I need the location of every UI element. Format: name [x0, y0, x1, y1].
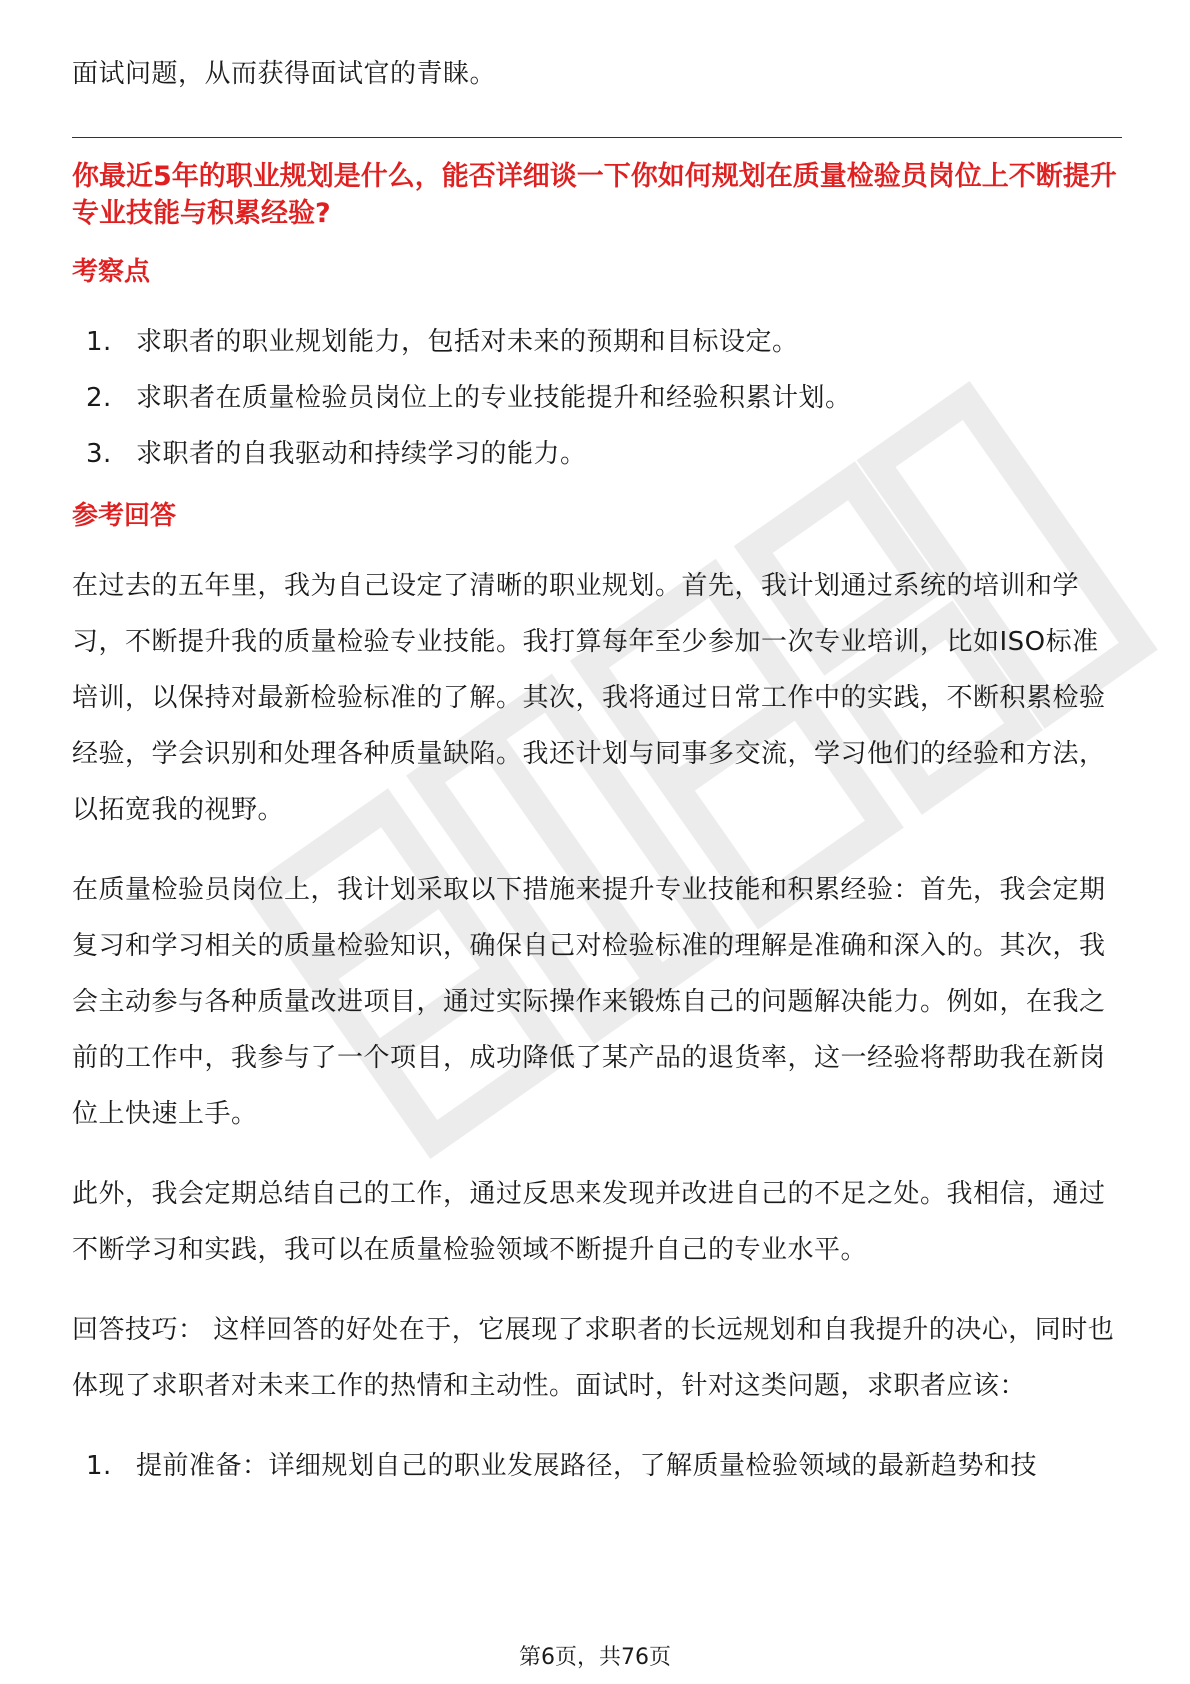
page-number-footer: 第6页，共76页 — [519, 1645, 671, 1670]
answer-paragraph: 在质量检验员岗位上，我计划采取以下措施来提升专业技能和积累经验：首先，我会定期复习和学习相关的质量检验知识，确保自己对检验标准的理解是准确和深入的。其次，我会主动参与各种质量改进项目，通过实际操作来锻炼自己的问题解决能力。例如，在我之前的工作中，我参与了一个项目，成功降低了某产品的退货率，这一经验将帮助我在新岗位上快速上手。 — [72, 875, 1106, 1129]
list-item — [72, 426, 1122, 482]
list-item-text: 求职者的职业规划能力，包括对未来的预期和目标设定。 — [136, 327, 799, 357]
list-item-text: 提前准备：详细规划自己的职业发展路径，了解质量检验领域的最新趋势和技 — [136, 1451, 1038, 1481]
tips-list — [72, 1438, 1122, 1494]
answer-paragraph: 在过去的五年里，我为自己设定了清晰的职业规划。首先，我计划通过系统的培训和学习，不断提升我的质量检验专业技能。我打算每年至少参加一次专业培训，比如ISO标准培训，以保持对最新检验标准的了解。其次，我将通过日常工作中的实践，不断积累检验经验，学会识别和处理各种质量缺陷。我还计划与同事多交流，学习他们的经验和方法，以拓宽我的视野。 — [72, 571, 1106, 825]
focus-list — [72, 314, 1122, 482]
list-item-text: 求职者在质量检验员岗位上的专业技能提升和经验积累计划。 — [136, 383, 852, 413]
answer-tips-paragraph: 回答技巧： 这样回答的好处在于，它展现了求职者的长远规划和自我提升的决心，同时也体现了求职者对未来工作的热情和主动性。面试时，针对这类问题，求职者应该： — [72, 1315, 1115, 1401]
list-item — [72, 1438, 1122, 1494]
list-item-number: 3. — [86, 439, 112, 469]
list-item-number: 1. — [86, 1451, 112, 1481]
list-item — [72, 370, 1122, 426]
intro-tail-text: 面试问题，从而获得面试官的青睐。 — [72, 59, 497, 89]
answer-paragraph: 此外，我会定期总结自己的工作，通过反思来发现并改进自己的不足之处。我相信，通过不断学习和实践，我可以在质量检验领域不断提升自己的专业水平。 — [72, 1179, 1106, 1265]
list-item — [72, 314, 1122, 370]
document-content — [72, 46, 1122, 1508]
question-heading: 你最近5年的职业规划是什么，能否详细谈一下你如何规划在质量检验员岗位上不断提升专业技能与积累经验? — [72, 161, 1117, 229]
list-item-number: 2. — [86, 383, 112, 413]
answer-section-title: 参考回答 — [72, 501, 177, 531]
list-item-number: 1. — [86, 327, 112, 357]
list-item-text: 求职者的自我驱动和持续学习的能力。 — [136, 439, 587, 469]
section-divider — [72, 137, 1122, 138]
focus-section-title: 考察点 — [72, 257, 151, 287]
